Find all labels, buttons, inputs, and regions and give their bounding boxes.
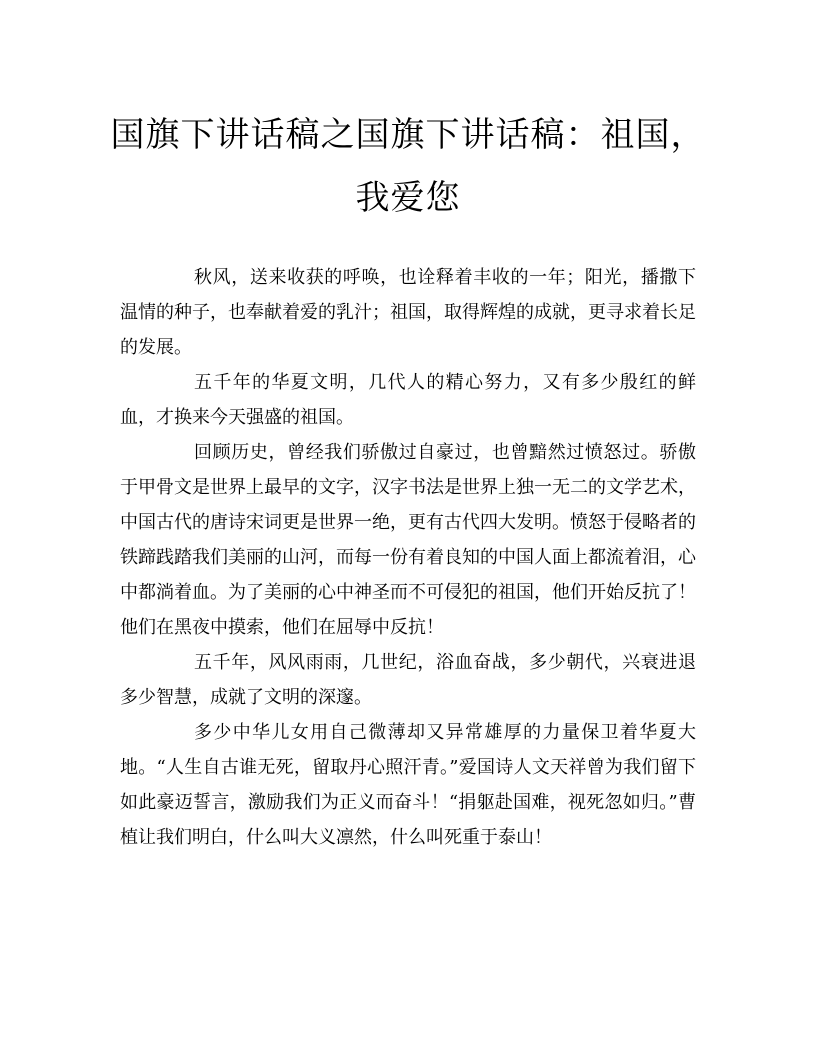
paragraph: 五千年的华夏文明，几代人的精心努力，又有多少殷红的鲜血，才换来今天强盛的祖国。: [120, 372, 696, 428]
paragraph: 多少中华儿女用自己微薄却又异常雄厚的力量保卫着华夏大地。“人生自古谁无死，留取丹心照汗青。”爱国诗人文天祥曾为我们留下如此豪迈誓言，激励我们为正义而奋斗！“捐躯赴国难，视死忽如归。”曹植让我们明白，什么叫大义凛然，什么叫死重于泰山！: [120, 722, 696, 848]
paragraph: 秋风，送来收获的呼唤，也诠释着丰收的一年；阳光，播撒下温情的种子，也奉献着爱的乳汁；祖国，取得辉煌的成就，更寻求着长足的发展。: [120, 267, 696, 358]
document-title: [100, 104, 716, 230]
document-body: [120, 260, 696, 855]
paragraph: 五千年，风风雨雨，几世纪，浴血奋战，多少朝代，兴衰进退多少智慧，成就了文明的深邃。: [120, 652, 696, 708]
paragraph: 回顾历史，曾经我们骄傲过自豪过，也曾黯然过愤怒过。骄傲于甲骨文是世界上最早的文字，汉字书法是世界上独一无二的文学艺术，中国古代的唐诗宋词更是世界一绝，更有古代四大发明。愤怒于侵略者的铁蹄践踏我们美丽的山河，而每一份有着良知的中国人面上都流着泪，心中都淌着血。为了美丽的心中神圣而不可侵犯的祖国，他们开始反抗了！他们在黑夜中摸索，他们在屈辱中反抗！: [120, 442, 696, 638]
title-line-1: 国旗下讲话稿之国旗下讲话稿：祖国，: [110, 115, 706, 155]
title-line-2: 我爱您: [355, 178, 461, 218]
